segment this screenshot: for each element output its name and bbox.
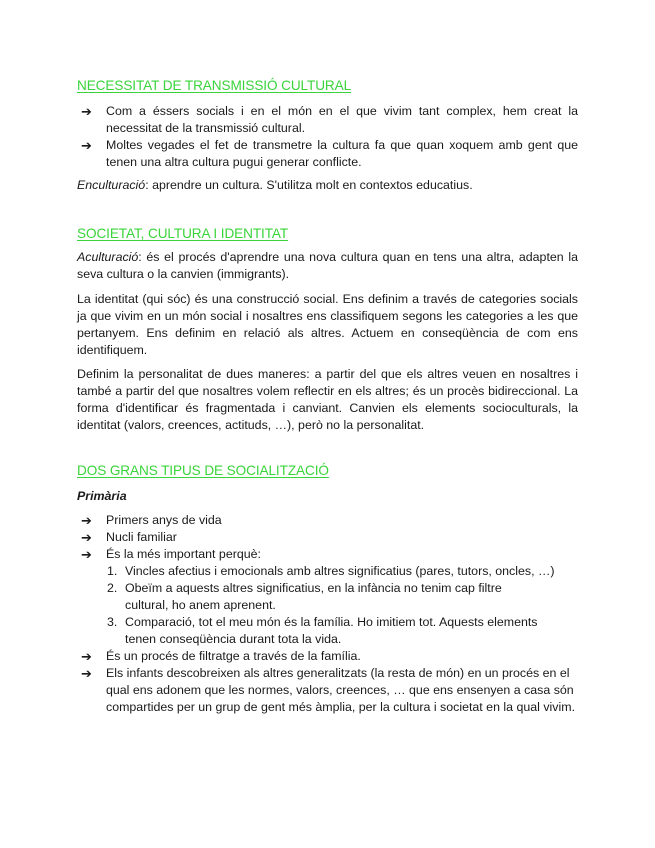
definition-enculturacio: Enculturació: aprendre un cultura. S'utilitza molt en contextos educatius. xyxy=(77,178,473,192)
arrow-bullet-icon: ➔ xyxy=(81,666,92,681)
term: Aculturació xyxy=(77,250,139,264)
section-heading-transmissio: NECESSITAT DE TRANSMISSIÓ CULTURAL xyxy=(77,78,352,93)
list-item: ➔ Primers anys de vida xyxy=(81,513,222,528)
term: Enculturació xyxy=(77,178,146,192)
section-heading-socialitzacio: DOS GRANS TIPUS DE SOCIALITZACIÓ xyxy=(77,463,329,478)
section-heading-identitat: SOCIETAT, CULTURA I IDENTITAT xyxy=(77,226,289,241)
bullet-list xyxy=(77,103,578,171)
list-item: ➔ Els infants descobreixen als altres generalitzats (la resta de món) en un procés en el qual ens adonem que les normes, valors, creences, … que ens ensenyen a casa són compartides per un grup de gent més àmplia, per la cultura i societat en la qual vivim. xyxy=(81,666,576,714)
list-item: ➔ És un procés de filtratge a través de la família. xyxy=(81,649,361,664)
numbered-item: 1. Vincles afectius i emocionals amb altres significatius (pares, tutors, oncles, …) xyxy=(107,564,555,578)
arrow-bullet-icon: ➔ xyxy=(81,530,92,545)
arrow-bullet-icon: ➔ xyxy=(81,547,92,562)
numbered-item: 2. Obeïm a aquests altres significatius, en la infància no tenim cap filtre cultural, ho anem aprenent. xyxy=(107,581,502,612)
arrow-bullet-icon: ➔ xyxy=(81,104,92,119)
list-item: ➔ Nucli familiar xyxy=(81,530,177,545)
subheading-primaria: Primària xyxy=(77,489,127,503)
arrow-bullet-icon: ➔ xyxy=(81,649,92,664)
arrow-bullet-icon: ➔ xyxy=(81,138,92,153)
list-item: ➔ És la més important perquè: xyxy=(81,547,261,562)
arrow-bullet-icon: ➔ xyxy=(81,513,92,528)
paragraph-personalitat: Definim la personalitat de dues maneres: a partir del que els altres veuen en nosaltres i també a partir del que nosaltres volem reflectir en els altres; és un procès bidireccional. La forma d'identificar és fragmentada i canviant. Canvien els elements socioculturals, la identitat (valors, creences, actituds, …), però no la personalitat. xyxy=(77,367,578,432)
numbered-item: 3. Comparació, tot el meu món és la família. Ho imitiem tot. Aquests elements tenen conseqüència durant tota la vida. xyxy=(107,615,538,646)
list-item: ➔ Moltes vegades el fet de transmetre la cultura fa que quan xoquem amb gent que tenen una altra cultura pugui generar conflicte. xyxy=(81,138,578,169)
paragraph-identitat: La identitat (qui sóc) és una construcció social. Ens definim a través de categories socials ja que vivim en un món social i nosaltres ens classifiquem segons les categories a les que pertanyem. Ens definim en relació als altres. Actuem en conseqüència de com ens identifiquem. xyxy=(77,292,578,357)
bullet-list-primaria xyxy=(77,512,578,716)
list-item: ➔ Com a éssers socials i en el món en el que vivim tant complex, hem creat la necessitat de la transmissió cultural. xyxy=(81,104,578,135)
definition-aculturacio: Aculturació: és el procés d'aprendre una nova cultura quan en tens una altra, adapten la seva cultura o la canvien (immigrants). xyxy=(77,250,578,281)
